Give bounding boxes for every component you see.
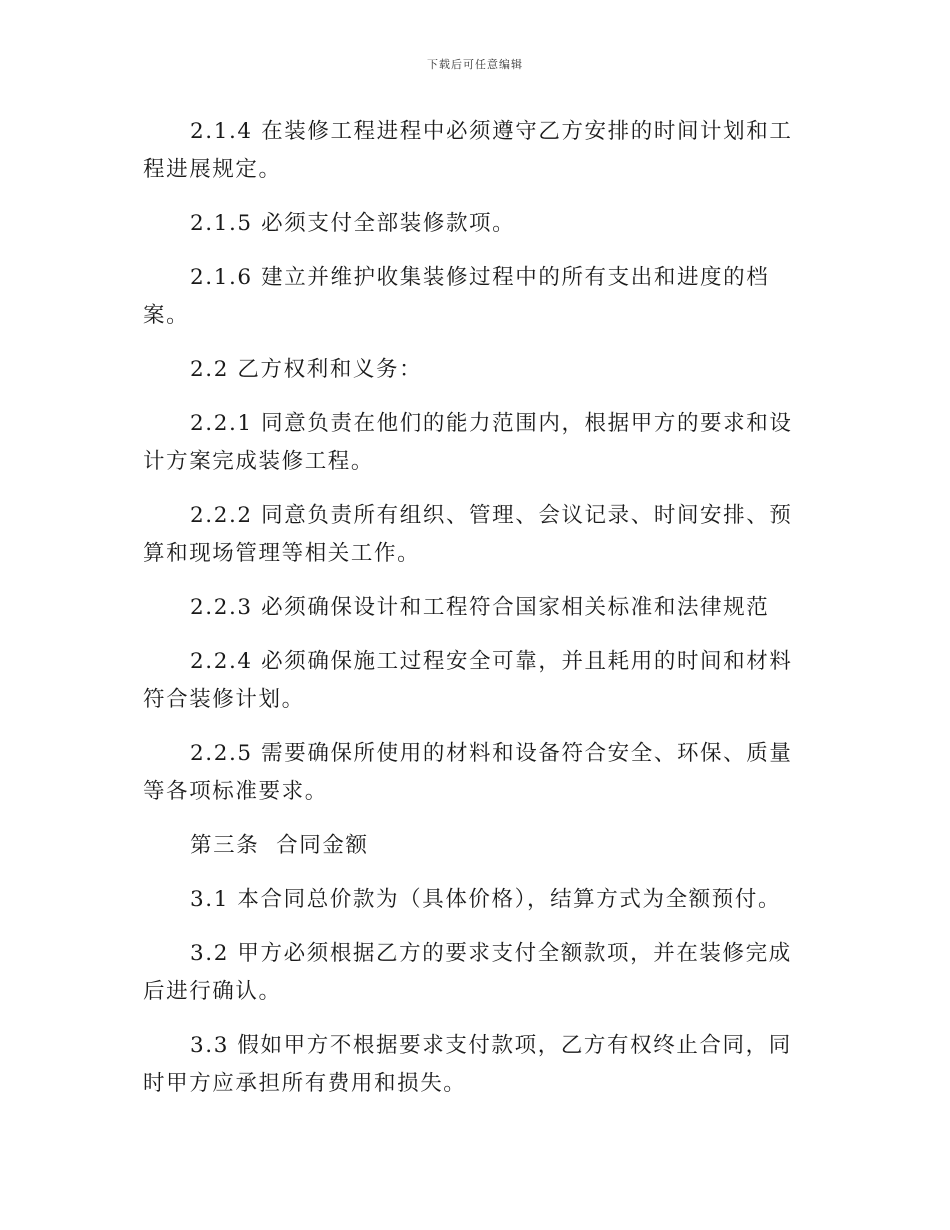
clause-3-3: 3.3 假如甲方不根据要求支付款项，乙方有权终止合同，同时甲方应承担所有费用和损失。 [143,1033,792,1096]
clause-2-2-4: 2.2.4 必须确保施工过程安全可靠，并且耗用的时间和材料符合装修计划。 [143,649,793,712]
clause-2-1-6: 2.1.6 建立并维护收集装修过程中的所有支出和进度的档案。 [143,265,770,328]
clause-2-1-4: 2.1.4 在装修工程进程中必须遵守乙方安排的时间计划和工程进展规定。 [143,119,793,182]
section-2-2-heading: 2.2 乙方权利和义务： [190,357,423,382]
article-3-heading: 第三条 合同金额 [190,833,369,858]
clause-3-2: 3.2 甲方必须根据乙方的要求支付全额款项，并在装修完成后进行确认。 [143,941,792,1004]
document-body [143,113,803,1119]
clause-2-2-5: 2.2.5 需要确保所使用的材料和设备符合安全、环保、质量等各项标准要求。 [143,741,793,804]
clause-2-2-1: 2.2.1 同意负责在他们的能力范围内，根据甲方的要求和设计方案完成装修工程。 [143,411,793,474]
clause-2-2-3: 2.2.3 必须确保设计和工程符合国家相关标准和法律规范 [190,595,770,620]
clause-2-2-2: 2.2.2 同意负责所有组织、管理、会议记录、时间安排、预算和现场管理等相关工作。 [143,503,793,566]
clause-2-1-5: 2.1.5 必须支付全部装修款项。 [190,211,516,236]
clause-3-1: 3.1 本合同总价款为（具体价格），结算方式为全额预付。 [190,887,782,912]
page-header-note: 下载后可任意编辑 [427,58,523,71]
